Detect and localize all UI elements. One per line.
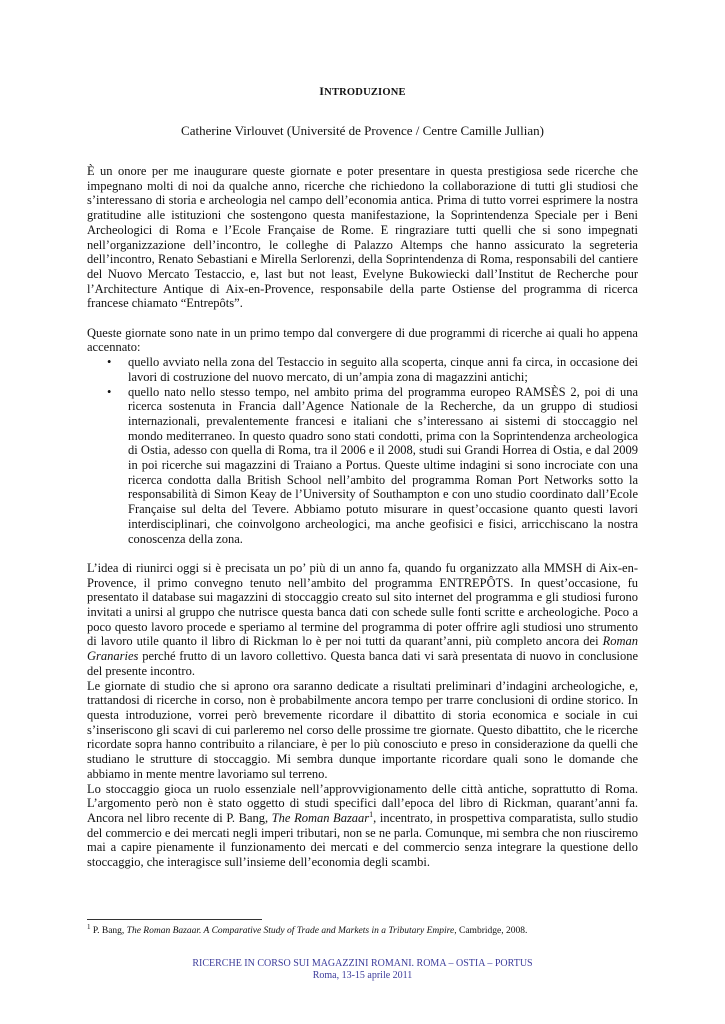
footer-series-title: RICERCHE IN CORSO SUI MAGAZZINI ROMANI. ROMA – OSTIA – PORTUS (192, 958, 533, 969)
book-title-italic: The Roman Bazaar (271, 810, 370, 825)
paragraph-idea (87, 561, 638, 679)
text-run: Lo stoccaggio gioca un ruolo essenziale nell’approvvigionamento delle città antiche, soprattutto di Roma. L’argomento però non è stato oggetto di studi specifici dall’epoca del libro di Rickman, quarant’anni fa. Ancora nel libro recente di P. Bang, (87, 781, 638, 825)
page-footer (0, 958, 725, 981)
footnote-book-title: The Roman Bazaar. A Comparative Study of Trade and Markets in a Tributary Empire (126, 926, 455, 936)
list-item: • quello avviato nella zona del Testaccio in seguito alla scoperta, cinque anni fa circa, in occasione dei lavori di costruzione del nuovo mercato, di un’ampia zona di magazzini antichi; (128, 355, 638, 384)
footnote-prefix: P. Bang, (90, 926, 127, 936)
list-item: • quello nato nello stesso tempo, nel ambito prima del programma europeo RAMSÈS 2, poi di una ricerca sostenuta in Francia dall’Agence Nationale de la Recherche, da un gruppo di studiosi internazionali, prevalentemente francesi e italiani che s’interessano ai sistemi di stoccaggio nel mondo mediterraneo. In questo quadro sono stati condotti, prima con la Soprintendenza archeologica di Ostia, adesso con quella di Roma, tra il 2006 e il 2008, studi sui Grandi Horrea di Ostia, e dal 2009 in poi ricerche sui magazzini di Traiano a Portus. Queste ultime indagini si sono incrociate con una ricerca condotta dalla British School nell’ambito del programma Roman Port Networks sotto la responsabilità di Simon Keay de l’University of Southampton e con uno studio coordinato dall’Ecole Française sul delta del Tevere. Abbiamo potuto misurare in quest’occasione quanto questi lavori interdisciplinari, che coinvolgono archeologici, ma anche geofisici e fisici, arricchiscano la nostra conoscenza della zona. (128, 385, 638, 547)
book-title-italic: Roman Granaries (87, 634, 638, 664)
paragraph-study-days: Le giornate di studio che si aprono ora saranno dedicate a risultati preliminari d’indagini archeologiche, e, trattandosi di ricerche in corso, non è probabilmente ancora tempo per trarre conclusioni di ordine storico. In questa introduzione, vorrei però brevemente ricordare il dibattito di storia economica e sociale in cui s’inseriscono gli scavi di cui parleremo nel corso delle prossime tre giornate. Questo dibattito, che le ricerche ricordate sopra hanno contribuito a rilanciare, è per lo più conosciuto e preso in considerazione da quelli che studiano le strutture di stoccaggio. Mi sembra dunque importante ricordare quali sono le domande che abbiamo in mente mentre lavoriamo sul terreno. (87, 678, 638, 781)
paragraph-intro: È un onore per me inaugurare queste giornate e poter presentare in questa prestigiosa sede ricerche che impegnano molti di noi da qualche anno, ricerche che richiedono la collaborazione di tutti gli studiosi che s’interessano di storia e archeologia nel campo dell’economia antica. Prima di tutto vorrei esprimere la nostra gratitudine alle istituzioni che sostengono questa manifestazione, la Soprintendenza Speciale per i Beni Archeologici di Roma e l’Ecole Française de Rome. E ringraziare tutti quelli che si sono impegnati nell’organizzazione dell’incontro, le colleghe di Palazzo Altemps che hanno assicurato la segreteria dell’incontro, Renato Sebastiani e Mirella Serlorenzi, della Soprintendenza di Roma, responsabili del cantiere del Nuovo Mercato Testaccio, e, last but not least, Evelyne Bukowiecki dall’Institut de Recherche pour l’Architecture Antique di Aix-en-Provence, responsabile della parte Ostiense del programma di ricerca francese chiamato “Entrepôts”. (87, 164, 638, 311)
footnote (87, 922, 638, 937)
body-text (87, 164, 638, 870)
text-run: L’idea di riunirci oggi si è precisata un po’ più di un anno fa, quando fu organizzato alla MMSH di Aix-en-Provence, il primo convegno tenuto nell’ambito del programma ENTREPÔTS. In quest’occasione, fu presentato il database sui magazzini di stoccaggio creato sul sito internet del programma e gli studiosi furono invitati a unirsi al gruppo che nutrisce questa banca dati con schede sulle fonti scritte e archeologiche. Poco a poco questo lavoro procede e speriamo al termine del programma di poter offrire agli studiosi uno strumento di lavoro utile quanto il libro di Rickman lo è per noi tutti da quarant’anni, più completo ancora dei (87, 560, 638, 649)
paragraph-programs: Queste giornate sono nate in un primo tempo dal convergere di due programmi di ricerche ai quali ho appena accennato: (87, 325, 638, 355)
page-title (0, 84, 725, 99)
footnote-reference[interactable]: 1 (369, 809, 374, 819)
title-rest: NTRODUZIONE (324, 87, 406, 98)
footer-date: Roma, 13-15 aprile 2011 (312, 969, 413, 981)
author-line: Catherine Virlouvet (Université de Provence / Centre Camille Jullian) (181, 123, 544, 138)
paragraph-storage (87, 782, 638, 870)
programs-list (87, 355, 638, 546)
text-run: , incentrato, in prospettiva comparatista, sullo studio del commercio e dei mercati negli imperi tributari, non se ne parla. Comunque, mi sembra che non riusciremo mai a capire pienamente il funzionamento dei mercati e del commercio senza integrare la questione dello stoccaggio, che interagisce sull’insieme dell’economia degli scambi. (87, 810, 638, 870)
footnote-divider (87, 919, 262, 920)
title-initial: I (319, 84, 325, 98)
footnote-number: 1 (87, 922, 91, 931)
footnote-suffix: , Cambridge, 2008. (454, 926, 528, 936)
text-run: perché frutto di un lavoro collettivo. Questa banca dati vi sarà presentata di nuovo in conclusione del presente incontro. (87, 649, 638, 678)
